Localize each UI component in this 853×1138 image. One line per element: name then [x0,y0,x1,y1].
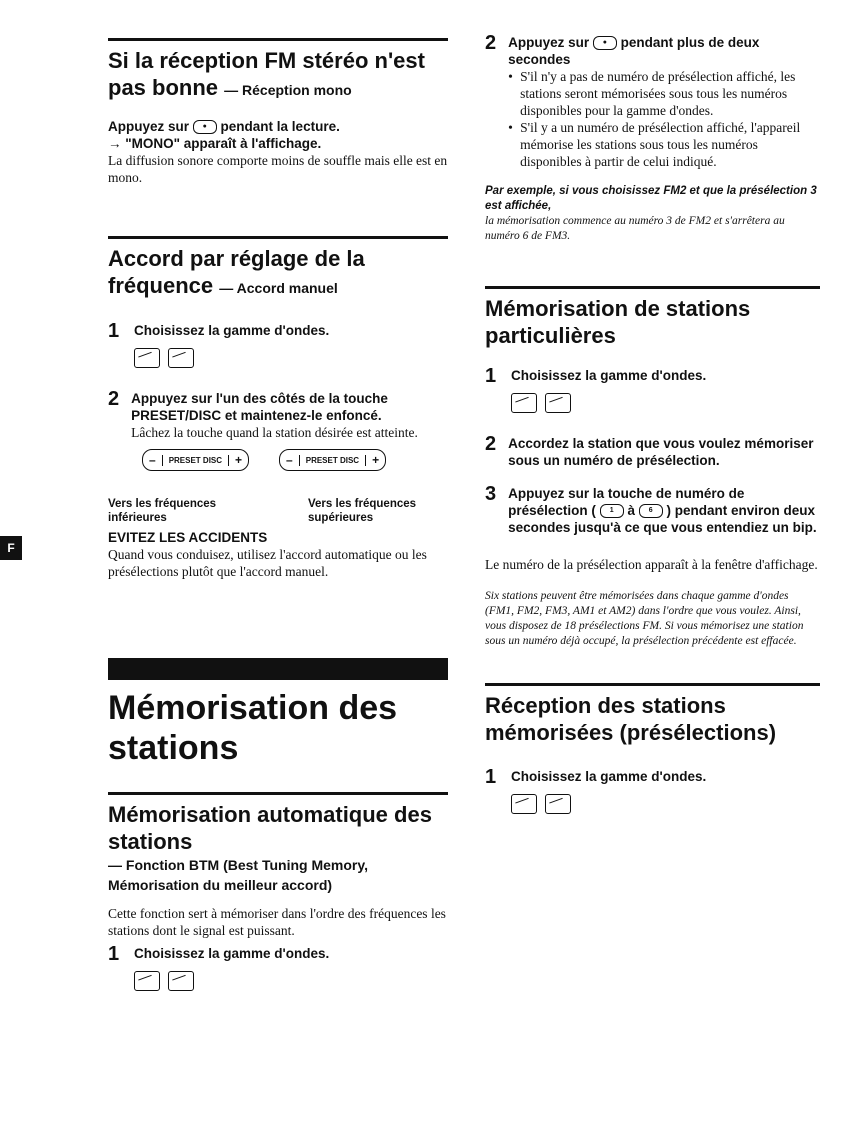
am-band-icon [545,794,571,814]
right-column [485,34,820,814]
am-band-icon [545,393,571,413]
band-icons [134,348,448,368]
preset-key-plus: – PRESET DISC + [279,449,386,471]
band-icons [511,794,820,814]
mono-section [108,38,448,186]
sens-button-icon: ● [593,36,617,50]
auto-section [108,792,448,991]
reception-section [485,683,820,814]
particular-section [485,286,820,649]
fm-band-icon [134,971,160,991]
auto-subtitle: — Fonction BTM (Best Tuning Memory, Mémorisation du meilleur accord) [108,857,369,893]
direction-labels [108,497,448,525]
language-tab: F [0,536,22,560]
particular-step-1: 1 Choisissez la gamme d'ondes. [485,365,707,387]
preset-1-icon: 1 [600,504,624,518]
heading-bar [108,658,448,680]
particular-note: Six stations peuvent être mémorisées dans chaque gamme d'ondes (FM1, FM2, FM3, AM1 et AM2) dans l'ordre que vous voulez. Ainsi, vous disposez de 18 présélections FM. Si vous mémorisez une station sous un numéro déjà occupé, la présélection précédente est effacée. [485,590,804,647]
warning-body: Quand vous conduisez, utilisez l'accord automatique ou les présélections plutôt que l'accord manuel. [108,547,427,579]
manual-title: Accord par réglage de la fréquence — Accord manuel [108,246,365,298]
manual-step-2: 2 Appuyez sur l'un des côtés de la touche PRESET/DISC et maintenez-le enfoncé. Lâchez la touche quand la station désirée est atteinte. [108,388,418,440]
section-rule [485,683,820,686]
section-rule [108,792,448,795]
fm-band-icon [511,393,537,413]
band-icons [511,393,820,413]
fm-band-icon [511,794,537,814]
memorisation-title: Mémorisation des stations [108,689,398,767]
label-higher: Vers les fréquences supérieures [308,498,417,524]
auto-title: Mémorisation automatique des stations [108,802,432,854]
particular-step-3: 3 Appuyez sur la touche de numéro de présélection ( 1 à 6 ) pendant environ deux secondes jusqu'à ce que vous entendiez un bip. [485,483,817,535]
left-column [108,38,448,991]
btm-step-2: 2 Appuyez sur ● pendant plus de deux secondes • S'il n'y a pas de numéro de présélection affiché, les stations seront mémorisées sous tous les numéros disponibles pour la gamme d'ondes. • S'il y a un numéro de présélection affiché, l'appareil mémorise les stations sous tous les numéros disponibles à partir de celui indiqué. [485,34,820,170]
section-rule [485,286,820,289]
mono-instruction: Appuyez sur ● pendant la lecture. → "MONO" apparaît à l'affichage. [108,119,340,151]
mono-title: Si la réception FM stéréo n'est pas bonne — Réception mono [108,48,425,100]
am-band-icon [168,348,194,368]
preset-key-minus: – PRESET DISC + [142,449,249,471]
warning-title: EVITEZ LES ACCIDENTS [108,530,268,545]
manual-section [108,236,448,580]
particular-body: Le numéro de la présélection apparaît à la fenêtre d'affichage. [485,557,818,572]
mono-result: → "MONO" apparaît à l'affichage. [108,136,322,151]
sens-button-icon: ● [193,120,217,134]
manual-step-1: 1 Choisissez la gamme d'ondes. [108,320,330,342]
preset-keys [142,449,448,471]
btm-example: Par exemple, si vous choisissez FM2 et que la présélection 3 est affichée, la mémorisation commence au numéro 3 de FM2 et s'arrêtera au numéro 6 de FM3. [485,185,817,242]
fm-band-icon [134,348,160,368]
memorisation-header [108,658,448,768]
mono-body: La diffusion sonore comporte moins de souffle mais elle est en mono. [108,153,448,185]
auto-body: Cette fonction sert à mémoriser dans l'ordre des fréquences les stations dont le signal est puissant. [108,906,446,938]
bullet-item: • S'il n'y a pas de numéro de présélection affiché, les stations seront mémorisées sous tous les numéros disponibles pour la gamme d'ondes. [508,69,796,118]
section-rule [108,236,448,239]
reception-title: Réception des stations mémorisées (présélections) [485,693,777,745]
label-lower: Vers les fréquences inférieures [108,498,217,524]
auto-step-1: 1 Choisissez la gamme d'ondes. [108,943,330,965]
am-band-icon [168,971,194,991]
particular-title: Mémorisation de stations particulières [485,296,751,348]
preset-6-icon: 6 [639,504,663,518]
bullet-item: • S'il y a un numéro de présélection affiché, l'appareil mémorise les stations sous tous les numéros disponibles à partir de celui indiqué. [508,120,801,169]
section-rule [108,38,448,41]
particular-step-2: 2 Accordez la station que vous voulez mémoriser sous un numéro de présélection. [485,433,814,468]
btm-bullet-list [508,68,820,170]
band-icons [134,971,448,991]
reception-step-1: 1 Choisissez la gamme d'ondes. [485,766,707,788]
